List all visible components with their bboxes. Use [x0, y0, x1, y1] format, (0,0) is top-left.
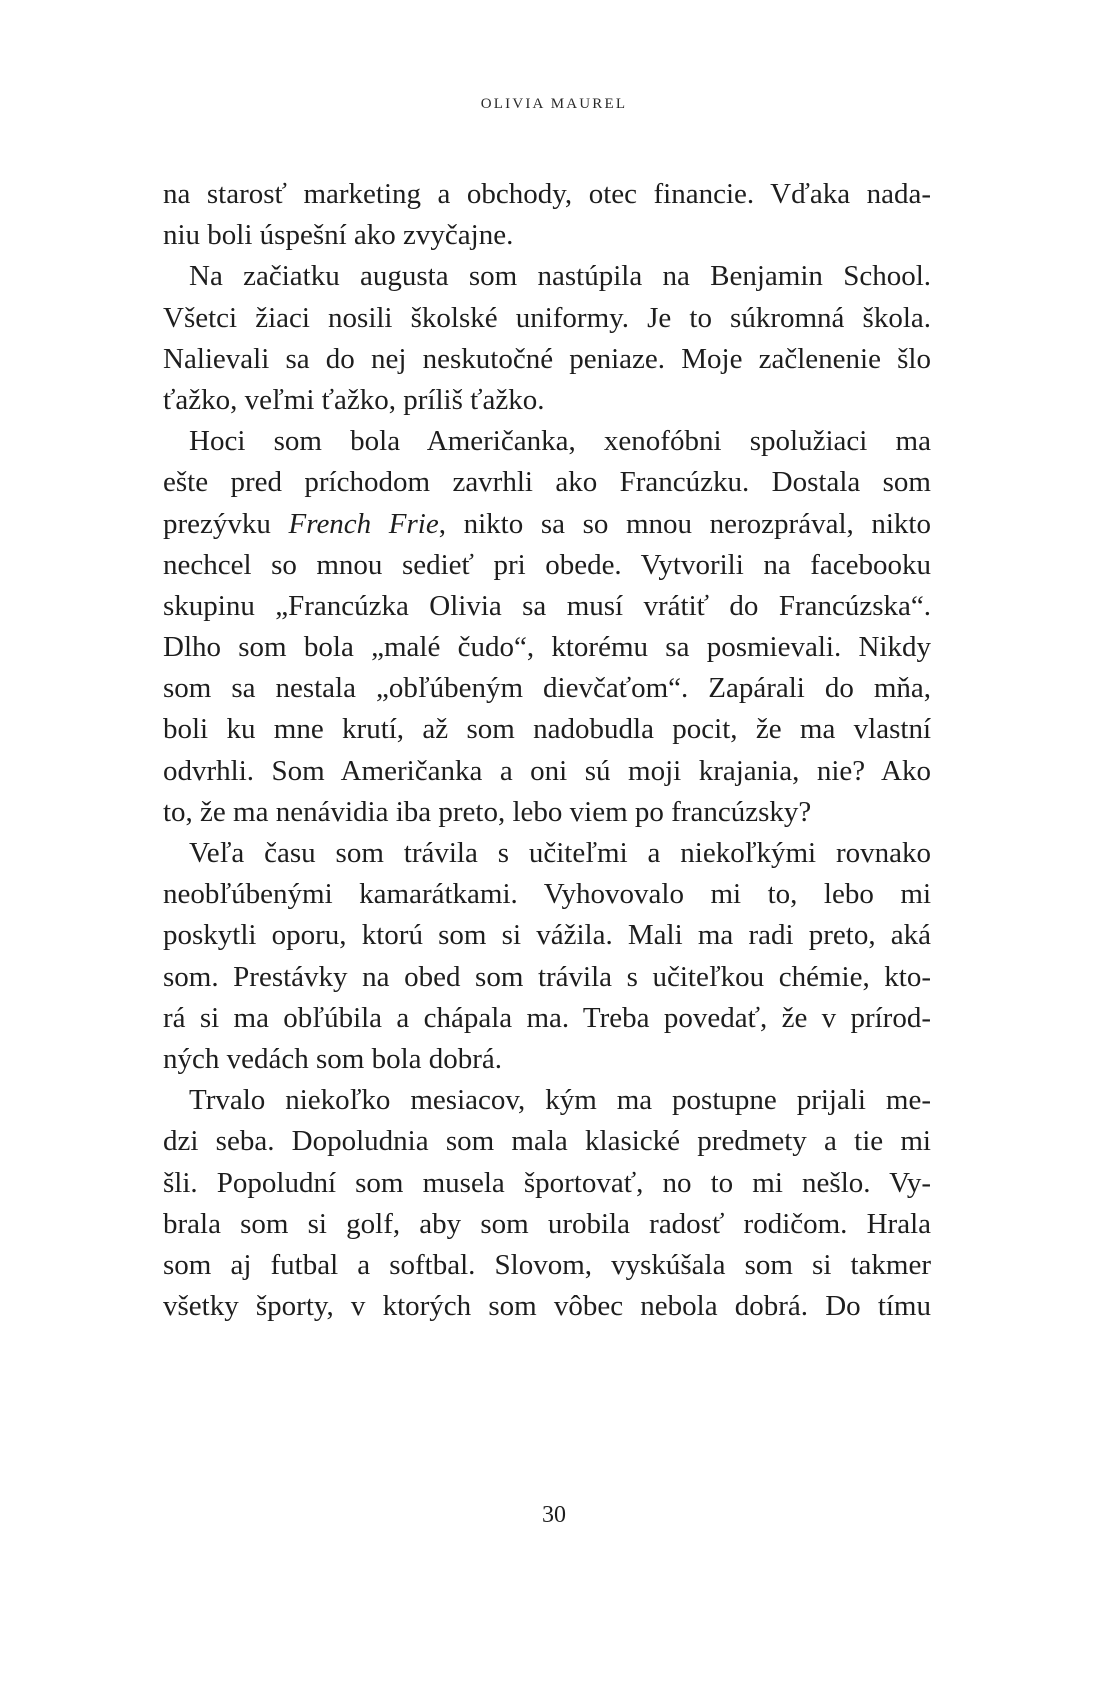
text-line: Veľa času som trávila s učiteľmi a niekoľkými rovnako: [189, 837, 931, 869]
text-line: Všetci žiaci nosili školské uniformy. Je to súkromná škola.: [163, 301, 931, 334]
text-line: Na začiatku augusta som nastúpila na Benjamin School.: [189, 260, 931, 293]
text-line: skupinu „Francúzka Olivia sa musí vrátiť do Francúzska“.: [163, 589, 931, 622]
text-line: neobľúbenými kamarátkami. Vyhovovalo mi to, lebo mi: [163, 878, 931, 911]
text-line: ešte pred príchodom zavrhli ako Francúzku. Dostala som: [163, 466, 931, 499]
text-line: Dlho som bola „malé čudo“, ktorému sa posmievali. Nikdy: [163, 631, 931, 664]
text-line: niu boli úspešní ako zvyčajne.: [163, 219, 514, 252]
text-line: to, že ma nenávidia iba preto, lebo viem po francúzsky?: [163, 795, 812, 828]
text-line: Hoci som bola Američanka, xenofóbni spolužiaci ma: [189, 425, 931, 458]
text-line: poskytli oporu, ktorú som si vážila. Mali ma radi preto, aká: [163, 919, 931, 952]
running-head: OLIVIA MAUREL: [480, 96, 628, 112]
text-line: som sa nestala „obľúbeným dievčaťom“. Zapárali do mňa,: [163, 672, 931, 705]
text-line: odvrhli. Som Američanka a oni sú moji krajania, nie? Ako: [163, 754, 931, 787]
italic-nickname: French Frie: [288, 507, 439, 540]
text-line: rá si ma obľúbila a chápala ma. Treba povedať, že v prírod-: [163, 1001, 931, 1034]
body-text: [163, 174, 931, 1327]
text-line: dzi seba. Dopoludnia som mala klasické predmety a tie mi: [163, 1125, 931, 1158]
text-line: ných vedách som bola dobrá.: [163, 1042, 503, 1075]
paragraph: [163, 174, 931, 256]
text-line: prezývku French Frie, nikto sa so mnou nerozprával, nikto: [163, 507, 931, 540]
paragraph: [163, 1080, 931, 1327]
text-line: som. Prestávky na obed som trávila s učiteľkou chémie, kto-: [163, 960, 931, 993]
paragraph: [163, 256, 931, 421]
text-line: všetky športy, v ktorých som vôbec nebola dobrá. Do tímu: [163, 1290, 931, 1323]
text-line: brala som si golf, aby som urobila radosť rodičom. Hrala: [163, 1207, 931, 1240]
text-line: Nalievali sa do nej neskutočné peniaze. Moje začlenenie šlo: [163, 342, 931, 375]
text-line: na starosť marketing a obchody, otec financie. Vďaka nada-: [163, 178, 931, 210]
text-line: Trvalo niekoľko mesiacov, kým ma postupne prijali me-: [189, 1084, 931, 1117]
page-number: 30: [542, 1502, 566, 1528]
paragraph: [163, 833, 931, 1080]
text-line: šli. Popoludní som musela športovať, no to mi nešlo. Vy-: [163, 1166, 931, 1199]
text-line: som aj futbal a softbal. Slovom, vyskúšala som si takmer: [163, 1248, 931, 1281]
text-line: ťažko, veľmi ťažko, príliš ťažko.: [163, 383, 545, 416]
text-line: nechcel so mnou sedieť pri obede. Vytvorili na facebooku: [163, 548, 931, 581]
text-line: boli ku mne krutí, až som nadobudla pocit, že ma vlastní: [163, 713, 931, 746]
paragraph: [163, 421, 931, 833]
